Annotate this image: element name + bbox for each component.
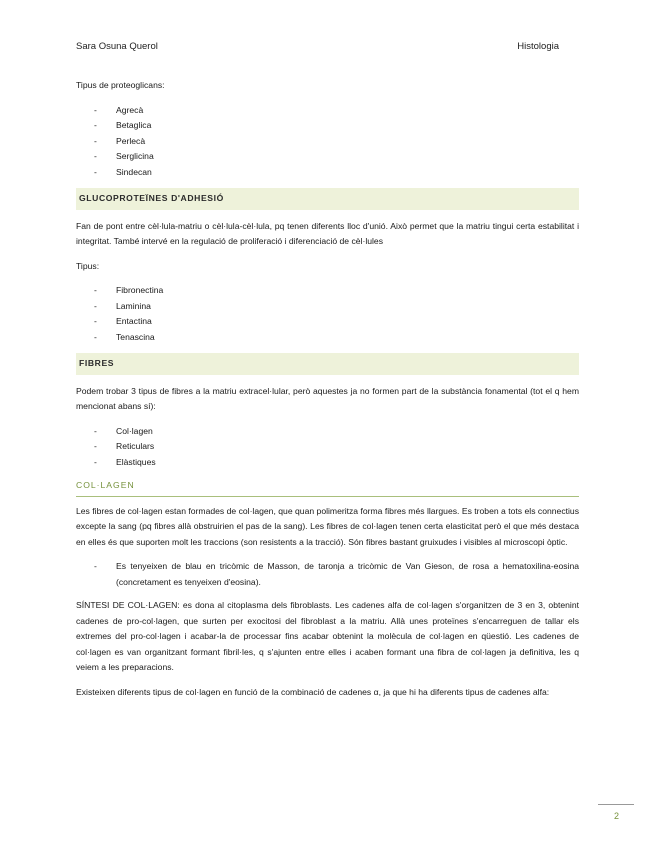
section-heading-fibres: FIBRES bbox=[76, 353, 579, 375]
subsection-heading-collagen: COL·LAGEN bbox=[76, 478, 579, 497]
glycoproteins-paragraph: Fan de pont entre cèl·lula-matriu o cèl·lula-cèl·lula, pq tenen diferents lloc d'unió. Això permet que la matriu tingui certa estabilitat i integritat. També intervé en la regulació de proliferació i diferenciació de cèl·lules bbox=[76, 220, 579, 246]
list-item: - Elàstiques bbox=[76, 455, 579, 471]
list-item: - Es tenyeixen de blau en tricòmic de Masson, de taronja a tricòmic de Van Gieson, de rosa a hematoxilina-eosina (concretament es tenyeixen d'eosina). bbox=[76, 559, 579, 590]
footer-divider bbox=[598, 804, 634, 805]
page-number: 2 bbox=[614, 811, 620, 821]
fibre-list bbox=[76, 424, 579, 471]
collagen-paragraph: Les fibres de col·lagen estan formades de col·lagen, que quan polimeritza forma fibres més llargues. Es troben a tots els connectius excepte la sang (pq fibres allà obstruirien el pas de la sang). Les fibres de col·lagen tenen certa elasticitat però el que més destaca en elles és que suporten molt les traccions (son resistents a la tracció). Són fibres bastant gruixudes i visibles al microscopi òptic. bbox=[76, 505, 579, 547]
page-content bbox=[76, 78, 579, 709]
glycoproteins-types-label: Tipus: bbox=[76, 260, 100, 271]
header-subject: Histologia bbox=[517, 41, 559, 52]
list-item: - Fibronectina bbox=[76, 283, 579, 299]
collagen-synthesis-paragraph: SÍNTESI DE COL·LAGEN: es dona al citoplasma dels fibroblasts. Les cadenes alfa de col·lagen s'organitzen de 3 en 3, obtenint cadenes de pro-col·lagen, que surten per exocitosi del fibroblast a la matriu. Allà unes proteïnes s'encarreguen de tallar els extremes del pro-col·lagen i acabar-la de processar fins acabar obtenint la molècula de col·lagen en qüestió. Les cadenes de col·lagen es van organitzant formant fibril·les, q s'ajunten entre elles i acaben formant una fibra de col·lagen ja definitiva, les q veiem a les preparacions. bbox=[76, 600, 579, 672]
glycoprotein-list bbox=[76, 283, 579, 345]
list-item: - Entactina bbox=[76, 314, 579, 330]
collagen-types-paragraph: Existeixen diferents tipus de col·lagen en funció de la combinació de cadenes α, ja que hi ha diferents tipus de cadenes alfa: bbox=[76, 686, 550, 697]
collagen-staining-list bbox=[76, 559, 579, 590]
proteoglycan-types-label: Tipus de proteoglicans: bbox=[76, 80, 165, 90]
list-item: - Serglicina bbox=[76, 149, 579, 165]
header-author: Sara Osuna Querol bbox=[76, 41, 158, 52]
section-heading-glycoproteins: GLUCOPROTEÏNES D'ADHESIÓ bbox=[76, 188, 579, 210]
list-item: - Tenascina bbox=[76, 330, 579, 346]
list-item: - Col·lagen bbox=[76, 424, 579, 440]
list-item: - Perlecà bbox=[76, 134, 579, 150]
list-item: - Laminina bbox=[76, 299, 579, 315]
list-item: - Betaglica bbox=[76, 118, 579, 134]
fibres-paragraph: Podem trobar 3 tipus de fibres a la matriu extracel·lular, però aquestes ja no formen part de la substància fonamental (tot el q hem mencionat abans sí): bbox=[76, 385, 579, 411]
list-item: - Reticulars bbox=[76, 439, 579, 455]
proteoglycan-list bbox=[76, 103, 579, 181]
list-item: - Agrecà bbox=[76, 103, 579, 119]
list-item: - Sindecan bbox=[76, 165, 579, 181]
